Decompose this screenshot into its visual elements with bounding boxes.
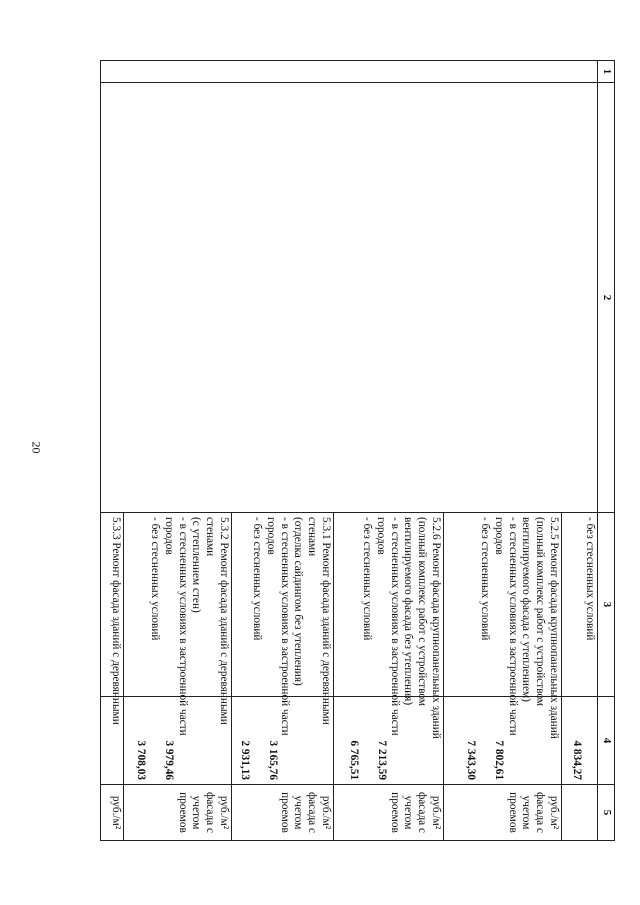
desc-line: 5.3.3 Ремонт фасада зданий с деревянными	[110, 517, 122, 725]
unit-line: руб./м²	[110, 795, 122, 830]
desc-line: 5.2.5 Ремонт фасада крупнопанельных зданий	[548, 517, 560, 739]
unit-line: руб./м²	[430, 795, 442, 830]
price-table	[100, 60, 615, 841]
desc-line: городов	[492, 517, 505, 555]
desc-line: вентилируемого фасада без утепления)	[402, 517, 415, 706]
header-col-1: 1	[598, 61, 615, 83]
desc-line: вентилируемого фасада с утеплением)	[520, 517, 533, 702]
rotated-table-wrapper	[100, 60, 615, 840]
unit-line: учетом	[292, 795, 305, 830]
price-value: 7 213,59	[376, 740, 388, 780]
desc-block-3	[231, 513, 333, 736]
price-value: 2 931,13	[239, 740, 252, 780]
value-block-0	[561, 697, 597, 784]
desc-line: городов	[264, 517, 277, 555]
unit-line: учетом	[520, 795, 533, 830]
unit-line: учетом	[190, 795, 203, 830]
desc-line: - без стесненных условий	[361, 517, 374, 641]
desc-block-0	[561, 513, 597, 696]
desc-line: - в стесненных условиях в застроенной части	[176, 517, 189, 736]
desc-line: 5.2.6 Ремонт фасада крупнопанельных зданий	[430, 517, 442, 739]
unit-line: руб./м²	[320, 795, 332, 830]
unit-block-0	[561, 785, 597, 840]
col-1-cell	[101, 61, 598, 83]
desc-line: (полный комплекс работ с устройством	[416, 517, 429, 707]
rotated-sheet	[100, 60, 615, 840]
col-4-cell	[101, 697, 598, 785]
unit-line: фасада с	[534, 791, 547, 834]
value-block-4	[123, 697, 231, 784]
value-block-5	[101, 697, 123, 784]
unit-block-2	[333, 785, 443, 840]
desc-line: - без стесненных условий	[149, 517, 162, 641]
page-number: 20	[29, 441, 44, 454]
unit-line: проемов	[506, 792, 519, 833]
price-value: 7 343,30	[465, 740, 478, 780]
desc-line: - без стесненных условий	[479, 517, 492, 641]
col-3-cell	[101, 513, 598, 739]
value-block-3	[231, 697, 333, 784]
unit-line: фасада с	[204, 791, 217, 834]
desc-block-5	[101, 513, 123, 725]
desc-line: - в стесненных условиях в застроенной части	[388, 517, 401, 736]
unit-block-3	[231, 785, 333, 840]
header-col-2: 2	[598, 83, 615, 513]
desc-block-1	[443, 513, 561, 739]
desc-line: (полный комплекс работ с устройством	[534, 517, 547, 707]
value-block-2	[333, 697, 443, 784]
desc-line: - в стесненных условиях в застроенной части	[506, 517, 519, 736]
desc-block-4	[123, 513, 231, 736]
price-value: 6 765,51	[348, 740, 361, 780]
desc-line: (с утеплением стен)	[190, 517, 203, 613]
desc-line: городов	[374, 517, 387, 555]
value-block-1	[443, 697, 561, 784]
price-value: 4 834,27	[571, 740, 583, 780]
price-value: 3 708,03	[135, 740, 148, 780]
unit-block-4	[123, 785, 231, 840]
unit-line: проемов	[388, 792, 401, 833]
price-value: 3 165,76	[267, 740, 279, 780]
col-2-cell	[101, 83, 598, 513]
desc-line: - в стесненных условиях в застроенной части	[278, 517, 291, 736]
desc-line: 5.3.1 Ремонт фасада зданий с деревянными	[320, 517, 332, 725]
desc-line: (отделка сайдингом без утепления)	[292, 517, 305, 686]
header-col-3: 3	[598, 513, 615, 697]
desc-line: - без стесненных условий	[584, 517, 596, 641]
col-5-cell	[101, 785, 598, 841]
body-row	[101, 61, 598, 841]
header-row	[598, 61, 615, 841]
desc-line: стенами	[306, 517, 319, 557]
unit-block-5	[101, 785, 123, 840]
unit-line: руб./м²	[548, 795, 560, 830]
unit-line: фасада с	[416, 791, 429, 834]
desc-block-2	[333, 513, 443, 739]
unit-line: проемов	[176, 792, 189, 833]
unit-block-1	[443, 785, 561, 840]
desc-line: городов	[162, 517, 175, 555]
desc-line: - без стесненных условий	[251, 517, 264, 641]
unit-line: фасада с	[306, 791, 319, 834]
desc-line: стенами	[204, 517, 217, 557]
price-value: 3 979,46	[163, 740, 175, 780]
unit-line: руб./м²	[218, 795, 230, 830]
desc-line: 5.3.2 Ремонт фасада зданий с деревянными	[218, 517, 230, 725]
header-col-4: 4	[598, 697, 615, 785]
unit-line: проемов	[278, 792, 291, 833]
unit-line: учетом	[402, 795, 415, 830]
header-col-5: 5	[598, 785, 615, 841]
price-value: 7 802,61	[493, 740, 505, 780]
